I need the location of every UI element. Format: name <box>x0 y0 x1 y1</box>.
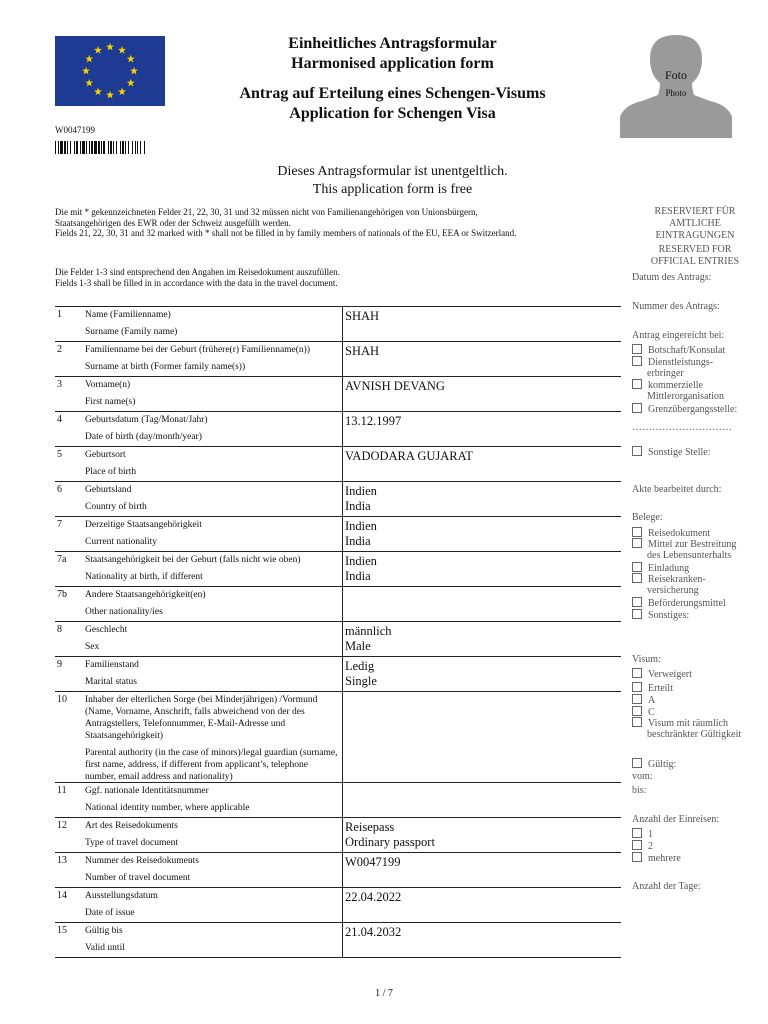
entries-label: Anzahl der Einreisen: <box>632 814 720 825</box>
subtitle-en: Application for Schengen Visa <box>289 105 496 122</box>
field-value-en: India <box>345 569 371 583</box>
field-row <box>55 447 621 482</box>
field-number: 15 <box>57 925 67 936</box>
reserved-heading <box>630 206 760 268</box>
checkbox-box[interactable] <box>632 573 642 583</box>
field-value-box[interactable] <box>342 447 621 481</box>
field-label-en: Country of birth <box>85 502 147 512</box>
field-label-de: Name (Familienname) <box>85 310 171 320</box>
field-labels <box>85 554 340 583</box>
field-labels <box>85 659 340 688</box>
field-number: 3 <box>57 379 62 390</box>
field-value-box[interactable] <box>342 923 621 957</box>
field-row <box>55 692 621 783</box>
field-label-de: Vorname(n) <box>85 380 131 390</box>
checkbox-entries-multi[interactable]: mehrere <box>632 852 681 865</box>
field-label-de: Geburtsland <box>85 485 132 495</box>
fields-note-de: Die mit * gekennzeichneten Felder 21, 22, 30, 31 und 32 müssen nicht von Familienangehörigen von Unionsbürgern, Staatsangehörigen des EWR oder der Schweiz ausgefüllt werden. <box>55 207 478 228</box>
field-value-en: Male <box>345 639 371 653</box>
field-labels <box>85 890 340 919</box>
field-row <box>55 342 621 377</box>
dotted-line: ………………………… <box>632 422 732 433</box>
checkbox-box[interactable] <box>632 379 642 389</box>
field-label-de: Ggf. nationale Identitätsnummer <box>85 786 209 796</box>
form-title-block <box>180 34 605 124</box>
person-silhouette-icon <box>620 33 732 138</box>
field-labels <box>85 344 340 373</box>
checkbox-insurance[interactable]: Reisekranken- <box>632 573 706 586</box>
travel-doc-note-en: Fields 1-3 shall be filled in in accordance with the data in the travel document. <box>55 277 338 288</box>
checkbox-travel-doc[interactable]: Reisedokument <box>632 527 710 540</box>
field-row <box>55 888 621 923</box>
checkbox-refused[interactable]: Verweigert <box>632 668 692 681</box>
field-value: AVNISH DEVANG <box>345 379 445 393</box>
field-number: 7 <box>57 519 62 530</box>
field-value: 13.12.1997 <box>345 414 402 428</box>
field-value-en: Ordinary passport <box>345 835 435 849</box>
field-number: 8 <box>57 624 62 635</box>
field-labels <box>85 449 340 478</box>
field-labels <box>85 694 340 783</box>
field-row <box>55 482 621 517</box>
valid-from-label: vom: <box>632 771 653 782</box>
reserved-heading-en: RESERVED FOR OFFICIAL ENTRIES <box>650 244 740 267</box>
visa-ltv-cont: beschränkter Gültigkeit <box>647 729 742 740</box>
checkbox-visa-a[interactable]: A <box>632 694 655 707</box>
checkbox-transport[interactable]: Beförderungsmittel <box>632 597 726 610</box>
field-label-de: Art des Reisedokuments <box>85 821 178 831</box>
field-label-en: Nationality at birth, if different <box>85 572 203 582</box>
fields-note-en: Fields 21, 22, 30, 31 and 32 marked with * shall not be filled in by family members of nationals of the EU, EEA or Switzerland. <box>55 228 517 238</box>
free-notice <box>180 163 605 199</box>
field-number: 6 <box>57 484 62 495</box>
field-label-de: Andere Staatsangehörigkeit(en) <box>85 590 206 600</box>
field-label-en: Date of issue <box>85 908 135 918</box>
field-value-en: India <box>345 534 371 548</box>
field-value-box[interactable] <box>342 482 621 516</box>
field-number: 14 <box>57 890 67 901</box>
field-value: VADODARA GUJARAT <box>345 449 473 463</box>
field-label-de: Derzeitige Staatsangehörigkeit <box>85 520 202 530</box>
field-labels <box>85 624 340 653</box>
field-value-en: India <box>345 499 371 513</box>
application-date-label: Datum des Antrags: <box>632 272 712 283</box>
field-label-en: Parental authority (in the case of minors)/legal guardian (surname, first name, address, if different from applicant’s, telephone number, email address and nationality) <box>85 748 338 782</box>
field-value-box[interactable] <box>342 818 621 852</box>
field-label-en: Number of travel document <box>85 873 191 883</box>
checkbox-box[interactable] <box>632 356 642 366</box>
field-label-de: Familienstand <box>85 660 139 670</box>
field-value: 21.04.2032 <box>345 925 402 939</box>
checkbox-box[interactable] <box>632 758 642 768</box>
field-value-box[interactable] <box>342 587 621 621</box>
field-label-en: Place of birth <box>85 467 137 477</box>
field-label-de: Staatsangehörigkeit bei der Geburt (falls nicht wie oben) <box>85 555 301 565</box>
field-value: W0047199 <box>345 855 401 869</box>
field-label-de: Geschlecht <box>85 625 128 635</box>
checkbox-visa-c[interactable]: C <box>632 706 655 719</box>
checkbox-border-crossing[interactable]: Grenzübergangsstelle: <box>632 403 737 416</box>
field-value-box[interactable] <box>342 307 621 341</box>
title-en: Harmonised application form <box>291 55 494 72</box>
eu-flag-logo <box>55 36 165 106</box>
field-value-box[interactable] <box>342 692 621 782</box>
checkbox-entries-1[interactable]: 1 <box>632 828 653 841</box>
field-value: 22.04.2022 <box>345 890 402 904</box>
field-value-box[interactable] <box>342 517 621 551</box>
field-value-en: Single <box>345 674 377 688</box>
field-value: männlich <box>345 624 392 638</box>
field-label-de: Ausstellungsdatum <box>85 891 158 901</box>
checkbox-box[interactable] <box>632 840 642 850</box>
days-label: Anzahl der Tage: <box>632 881 701 892</box>
field-value-box[interactable] <box>342 853 621 887</box>
visa-label: Visum: <box>632 654 661 665</box>
field-label-en: Sex <box>85 642 100 652</box>
means-cont: des Lebensunterhalts <box>647 550 732 561</box>
photo-label-de: Foto <box>664 68 687 82</box>
field-number: 12 <box>57 820 67 831</box>
submitted-at-label: Antrag eingereicht bei: <box>632 330 725 341</box>
field-labels <box>85 309 340 338</box>
field-number: 5 <box>57 449 62 460</box>
checkbox-box[interactable] <box>632 403 642 413</box>
checkbox-box[interactable] <box>632 682 642 692</box>
field-labels <box>85 589 340 618</box>
field-label-de: Inhaber der elterlichen Sorge (bei Minderjährigen) /Vormund (Name, Vorname, Anschrift, falls abweichend von der des Antragstellers, Telefonnummer, E-Mail-Adresse und Staatsangehörigkeit) <box>85 695 318 741</box>
field-row <box>55 412 621 447</box>
field-value: SHAH <box>345 344 380 358</box>
field-number: 4 <box>57 414 62 425</box>
field-value: Ledig <box>345 659 375 673</box>
applicant-fields-table <box>55 306 621 958</box>
field-value-box[interactable] <box>342 552 621 586</box>
photo-placeholder <box>620 33 732 138</box>
subtitle-de: Antrag auf Erteilung eines Schengen-Visums <box>239 85 546 102</box>
field-value-box[interactable] <box>342 622 621 656</box>
checkbox-entries-2[interactable]: 2 <box>632 840 653 853</box>
fields-note <box>55 207 525 239</box>
service-provider-cont: erbringer <box>647 368 684 379</box>
application-number-label: Nummer des Antrags: <box>632 301 720 312</box>
form-number: W0047199 <box>55 125 95 135</box>
commercial-cont: Mittlerorganisation <box>647 391 725 402</box>
insurance-cont: versicherung <box>647 585 699 596</box>
checkbox-box[interactable] <box>632 446 642 456</box>
checkbox-box[interactable] <box>632 609 642 619</box>
field-value-box[interactable] <box>342 888 621 922</box>
reserved-heading-de: RESERVIERT FÜR AMTLICHE EINTRAGUNGEN <box>654 206 736 241</box>
field-value-box[interactable] <box>342 342 621 376</box>
checkbox-box[interactable] <box>632 828 642 838</box>
field-row <box>55 377 621 412</box>
field-label-en: Marital status <box>85 677 137 687</box>
field-number: 2 <box>57 344 62 355</box>
field-labels <box>85 855 340 884</box>
field-number: 7b <box>57 589 67 600</box>
field-label-en: Date of birth (day/month/year) <box>85 432 202 442</box>
field-row <box>55 923 621 957</box>
field-labels <box>85 925 340 954</box>
checkbox-box[interactable] <box>632 344 642 354</box>
field-row <box>55 517 621 552</box>
travel-doc-note-de: Die Felder 1-3 sind entsprechend den Angaben im Reisedokument auszufüllen. <box>55 267 340 277</box>
checkbox-service-provider[interactable]: Dienstleistungs- <box>632 356 713 369</box>
field-labels <box>85 820 340 849</box>
field-labels <box>85 379 340 408</box>
photo-label-en: Photo <box>665 88 687 98</box>
checkbox-other-docs[interactable]: Sonstiges: <box>632 609 689 622</box>
valid-to-label: bis: <box>632 785 647 796</box>
field-value: Reisepass <box>345 820 395 834</box>
checkbox-embassy[interactable]: Botschaft/Konsulat <box>632 344 725 357</box>
field-value: Indien <box>345 484 377 498</box>
field-value-box[interactable] <box>342 783 621 817</box>
field-value-box[interactable] <box>342 377 621 411</box>
field-label-en: Surname (Family name) <box>85 327 178 337</box>
field-value: Indien <box>345 554 377 568</box>
field-row <box>55 657 621 692</box>
field-number: 10 <box>57 694 67 705</box>
page-number: 1 / 7 <box>375 988 393 999</box>
field-label-en: Current nationality <box>85 537 158 547</box>
field-label-en: Surname at birth (Former family name(s)) <box>85 362 246 372</box>
checkbox-box[interactable] <box>632 717 642 727</box>
field-row <box>55 307 621 342</box>
field-labels <box>85 519 340 548</box>
field-number: 13 <box>57 855 67 866</box>
checkbox-box[interactable] <box>632 706 642 716</box>
checkbox-box[interactable] <box>632 852 642 862</box>
checkbox-box[interactable] <box>632 597 642 607</box>
documents-label: Belege: <box>632 512 663 523</box>
checkbox-other-place[interactable]: Sonstige Stelle: <box>632 446 711 459</box>
field-labels <box>85 484 340 513</box>
field-value: SHAH <box>345 309 380 323</box>
field-value-box[interactable] <box>342 412 621 446</box>
barcode <box>55 141 223 154</box>
field-row <box>55 587 621 622</box>
checkbox-box[interactable] <box>632 562 642 572</box>
checkbox-box[interactable] <box>632 694 642 704</box>
field-labels <box>85 785 340 814</box>
field-row <box>55 818 621 853</box>
title-de: Einheitliches Antragsformular <box>288 35 497 52</box>
field-value-box[interactable] <box>342 657 621 691</box>
field-labels <box>85 414 340 443</box>
checkbox-issued[interactable]: Erteilt <box>632 682 673 695</box>
field-label-en: Valid until <box>85 943 125 953</box>
field-label-en: National identity number, where applicable <box>85 803 250 813</box>
field-label-de: Geburtsdatum (Tag/Monat/Jahr) <box>85 415 208 425</box>
checkbox-visa-ltv[interactable]: Visum mit räumlich <box>632 717 728 730</box>
field-row <box>55 783 621 818</box>
field-row <box>55 622 621 657</box>
field-label-de: Geburtsort <box>85 450 126 460</box>
field-row <box>55 853 621 888</box>
field-number: 11 <box>57 785 67 796</box>
checkbox-commercial[interactable]: kommerzielle <box>632 379 703 392</box>
field-label-en: Type of travel document <box>85 838 178 848</box>
checkbox-box[interactable] <box>632 527 642 537</box>
free-notice-de: Dieses Antragsformular ist unentgeltlich. <box>277 164 508 179</box>
field-label-de: Familienname bei der Geburt (frühere(r) Familienname(n)) <box>85 345 311 355</box>
field-label-en: Other nationality/ies <box>85 607 163 617</box>
handled-by-label: Akte bearbeitet durch: <box>632 484 722 495</box>
field-number: 1 <box>57 309 62 320</box>
checkbox-valid[interactable]: Gültig: <box>632 758 676 771</box>
field-number: 9 <box>57 659 62 670</box>
checkbox-box[interactable] <box>632 668 642 678</box>
checkbox-invitation[interactable]: Einladung <box>632 562 689 575</box>
checkbox-means[interactable]: Mittel zur Bestreitung <box>632 538 736 551</box>
field-label-de: Gültig bis <box>85 926 123 936</box>
free-notice-en: This application form is free <box>312 182 473 197</box>
field-label-de: Nummer des Reisedokuments <box>85 856 199 866</box>
field-label-en: First name(s) <box>85 397 136 407</box>
field-number: 7a <box>57 554 67 565</box>
checkbox-box[interactable] <box>632 538 642 548</box>
field-row <box>55 552 621 587</box>
field-value: Indien <box>345 519 377 533</box>
travel-doc-note <box>55 267 525 288</box>
